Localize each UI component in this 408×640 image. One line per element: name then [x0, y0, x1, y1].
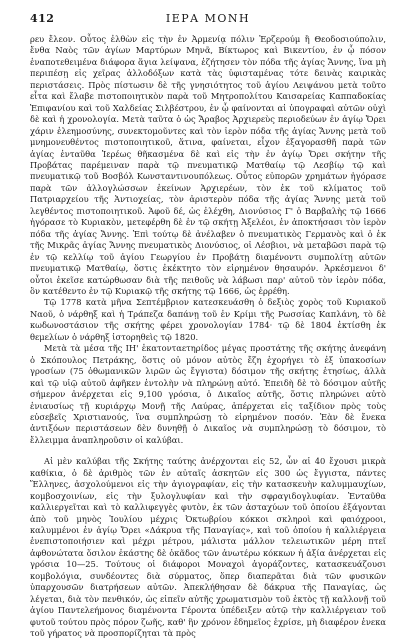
page-body	[30, 34, 386, 640]
paragraph-4: Αἱ μὲν καλύβαι τῆς Σκήτης ταύτης ἀνέρχονται εἰς 52, ὧν αἱ 40 ἔχουσι μικρὰ καθίκια, ὁ δὲ ἀριθμὸς τῶν ἐν αὐταῖς ἀσκητῶν εἰς 300 ὡς ἔγγιστα, πάντες Ἕλληνες, ἀσχολούμενοι εἰς τὴν ἁγιογραφίαν, εἰς τὴν κατασκευὴν καλυμμαυχίων, κομβοσχοινίων, εἰς τὴν ξυλογλυφίαν καὶ τὴν σφραγιδογλυφίαν. Ἐνταῦθα καλλιεργεῖται καὶ τὸ καλλιφεγγὲς φυτὸν, ἐκ τῶν ἀσταχύων τοῦ ὁποίου ἐξάγονται ἀπὸ τοῦ μηνὸς Ἰουλίου μέχρις Ὀκτωβρίου κόκκοι σκληροὶ καὶ φαιόχροοι, καλυμμένοι ἐν ἁγίῳ Ὄρει «Δάκρυα τῆς Παναγίας», καὶ τοῦ ὁποίου ἡ καλλιέργεια ἐνεπιστοποιήσιεν καὶ μέχρι μέτρου, μάλιστα μάλλον τελειωτικῶν μέρη πτεῖ ἀφθονώτατα ὅσιλον ἐκάστης δὲ ὁκᾶδος τῶν ἀνωτέρω κόκκων ἡ ἀξία ἀνέρχεται εἰς γρόσια 10—25. Τούτους οἱ διάφοροι Μοναχοὶ ἀγοράζοντες, κατασκευάζουσι κομβολόγια, συνδέοντες διὰ σύρματος, ὅπερ διαπερᾶται διὰ τῶν φυσικῶν ὑπαρχουσῶν διατρήσεων αὐτῶν. Ἀπεκλήθησαν δὲ δάκρυα τῆς Παναγίας, ὡς λέγεται, διὰ τὸν πενθικόν, ὡς εἰπεῖν αὐτῆς χρωματισμὸν τοῦ ἐκτὸς τῇ καλλονῇ τοῦ ἁγίου Παντελεήμονος διαμένοντα Γέροντα ὑπέδειξεν αὐτῷ τὴν καλλιέργειαν τοῦ φυτοῦ τούτου πρὸς πόρον ζωῆς, καθ' ἣν χρόνον ἐδημεῖος ἐχρίσε, μὴ διαφέρον ἐνεκα τοῦ γήρατος νὰ προσπορίζηται τὰ πρὸς	[30, 456, 386, 639]
paragraph-1: ρευ ἔλεον. Οὗτος ἐλθὼν εἰς τὴν ἐν Ἀρμενίᾳ πόλιν Ἐρζερούμ ἢ Θεοδοσιούπολιν, ἔνθα Ναὸς τῶν ἁγίων Μαρτύρων Μηνᾶ, Βίκτωρος καὶ Βικεντίου, ἐν ᾧ πόσον ἐναποτεθειμένα διάφορα ἅγια λείψανα, ἐζήτησεν τὸν πόδα τῆς ἁγίας Ἄννης, ἵνα μὴ περιπέσῃ εἰς χεῖρας ἀλλοδόξων κατὰ τὰς ὑφισταμένας τότε δεινὰς καιρικὰς περιστάσεις. Πρὸς πίστωσιν δὲ τῆς γνησιότητος τοῦ ἁγίου Λειψάνου μετὰ τοῦτο εἶτα καὶ ἔλαβε πιστοποιητικὸν παρὰ τοῦ Μητροπολίτου Καισαρείας Καππαδοκίας Ἐπιφανίου καὶ τοῦ Χαλδείας Σιλβέστρου, ἐν ᾧ φαίνονται αἱ ὑπογραφαὶ αὐτῶν οὐχὶ δὲ καὶ ἡ χρονολογία. Μετὰ ταῦτα ὁ ὡς Ἄραβος Ἀρχιερεὺς περιοδεύων ἐν ἁγίῳ Ὄρει χάριν ἐλεημοσύνης, συνεκτομοῦντες καὶ τὸν ἱερὸν πόδα τῆς ἁγίας Ἄννης μετὰ τοῦ μνημονευθέντος πιστοποιητικοῦ, ἅτινα, φαίνεται, εἶχον ἐξαγορασθῆ παρὰ τῶν ἁγίας ἐνταῦθα Ἱερέως θῆκασμένα δὲ καὶ εἰς τὴν ἐν ἁγίῳ Ὄρει σκήτην τῆς Προβάτας παρέμειναν παρὰ τῷ πνευματικῷ Ματθαίῳ τῷ Λεσβίῳ τῷ καὶ πνευματικῷ τοῦ Βοσβόλ Κωνσταντινουπόλεως. Οὗτος εὐπορῶν χρημάτων ἠγόρασε παρὰ τῶν ἀλλογλώσσων ἐκείνων Ἀρχιερέων, τὸν ἐκ τοῦ κλίματος τοῦ Πατριαρχείου τῆς Ἀντιοχείας, τὸν ἀριστερὸν πόδα τῆς ἁγίας Ἄννης μετὰ τοῦ λεγθέντος πιστοποιητικοῦ. Ἀφοῦ δέ, ὡς ἐλέχθη, Διονύσιος Γ' ὁ Βαρβαλὴς τῷ 1666 ἠγόρασε τὸ Κυριακὸν, μετεφέρθη δὲ ἐν τῷ σκήτῃ Ἀξελέοι, ἐν ἀποκτήσασι τὸν ἱερὸν πόδα τῆς ἁγίας Ἄννης. Ἐπὶ τούτῳ δὲ ἀνέλαβεν ὁ πνευματικὸς Γερμανὸς καὶ ὁ ἐκ τῆς Μικρᾶς ἁγίας Ἄννης πνευματικὸς Διονύσιος, οἱ Λέσβιοι, νὰ μεταβῶσι παρὰ τῷ ἐν τῷ κελλίῳ τοῦ ἁγίου Γεωργίου ἐν Προβάτῃ διαμένοντι συμπολίτῃ αὐτῶν πνευματικῷ Ματθαίῳ, ὅστις ἐκέκτητο τὸν εἰρημένον θησαυρόν. Ἀρκέσμενοι δ' οὗτοι ἐκεῖσε κατώρθωσαν διὰ τῆς πειθοῦς νὰ λάβωσι παρ' αὐτοῦ τὸν ἱερὸν πόδα, ὃν κατέθεντο ἐν τῷ Κυριακῷ τῆς σκήτης τῷ 1666, ὡς ἐρρέθη.	[30, 34, 386, 296]
running-head: ΙΕΡΑ ΜΟΝΗ	[165, 12, 251, 25]
page-number: 412	[30, 12, 55, 25]
page-header	[30, 12, 386, 30]
paragraph-3: Μετὰ τὰ μέσα τῆς ΙΗ' ἑκατονταετηρίδος μέγας προστάτης τῆς σκήτης ἀνεφάνη ὁ Σκόπουλος Πετράκης, ὅστις οὐ μόνον αὐτὸς ἔζη ἐχορήγει τὸ ἐξ ὑπακοσίων γροσίων (75 ὀθωμανικῶν λιρῶν ὡς ἔγγιστα) δόσιμον τῆς σκήτης ἐτησίως, ἀλλὰ καὶ τῷ υἱῷ αὐτοῦ ἀφῆκεν ἐντολὴν νὰ πληρώνῃ αὐτό. Ἐπειδὴ δὲ τὸ δόσιμον αὐτῆς σήμερον ἀνέρχεται εἰς 9,100 γρόσια, ὁ Δικαῖος αὐτῆς, ὅστις πληρώνει αὐτὸ ἐνιαυσίως τῇ κυριάρχῳ Μονῇ τῆς Λαύρας, ἀπέρχεται εἰς ταξίδιον πρὸς τοὺς εὐσεβεῖς Χριστιανούς, ἵνα συμπληρώσῃ τὸ εἰρημένον ποσόν. Ἐὰν δὲ ἔνεκα ἀντιξόων περιστάσεων δὲν δυνηθῇ ὁ Δικαῖος νὰ συμπληρώσῃ τὸ δόσιμον, τὸ ἔλλειμμα ἀναπληροῦσιν οἱ καλύβαι.	[30, 343, 386, 445]
book-page	[30, 12, 386, 639]
paragraph-2: Τῷ 1778 κατὰ μῆνα Σεπτέμβριον κατεσκευάσθη ὁ δεξιὸς χορὸς τοῦ Κυριακοῦ Ναοῦ, ὁ νάρθηξ καὶ ἡ Τράπεζα δαπάνῃ τοῦ ἐν Κρίμι τῆς Ρωσσίας Καπλάνη, τὸ δὲ κωδωνοστάσιον τῆς σκήτης φέρει χρονολογίαν 1784· τῷ δὲ 1804 ἐκτίσθη ἐκ θεμελίων ὁ νάρθηξ ἱστορηθεὶς τῷ 1820.	[30, 297, 386, 342]
